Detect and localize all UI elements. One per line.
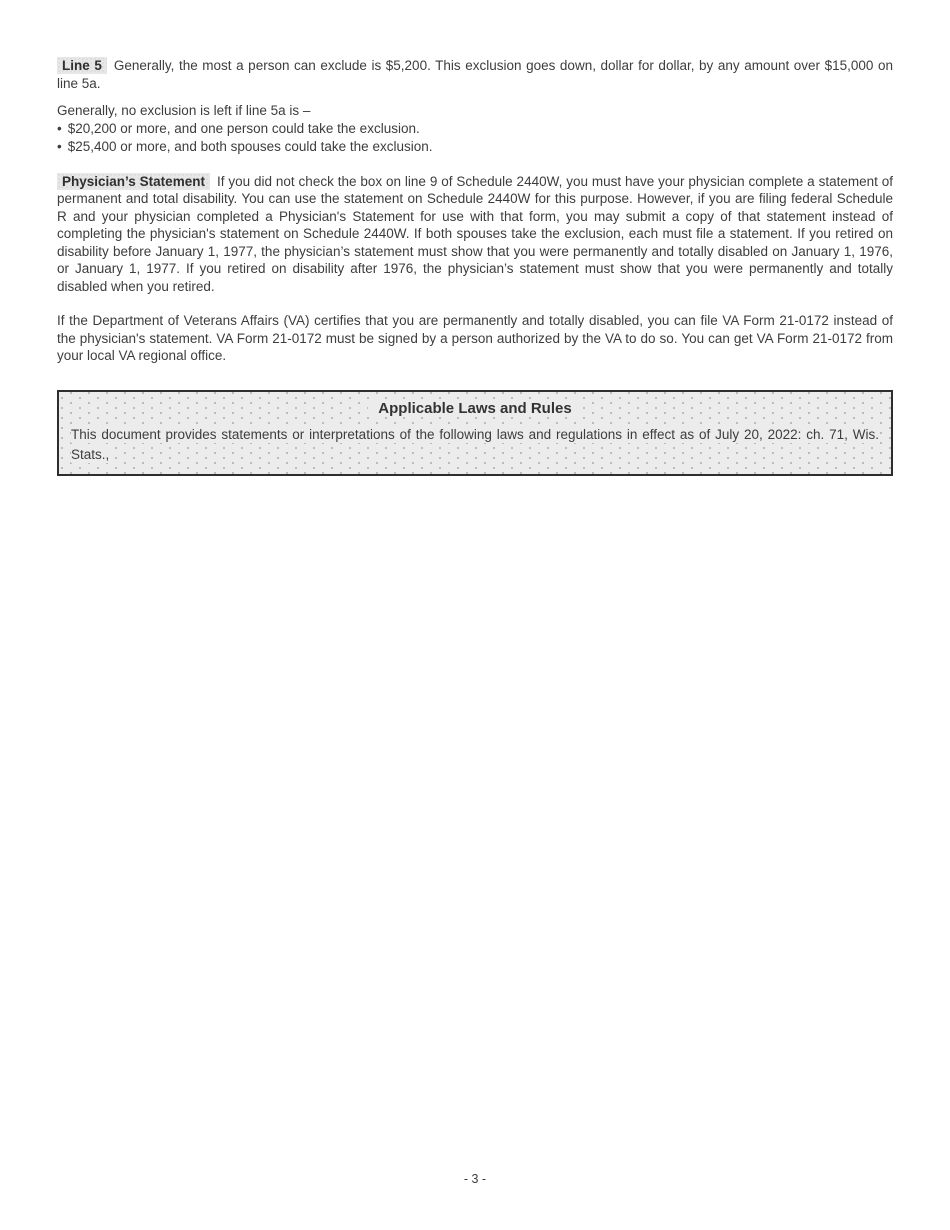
- line5-body-text: Generally, the most a person can exclude is $5,200. This exclusion goes down, dollar for dollar, by any amount over $15,000 on line 5a.: [57, 58, 894, 91]
- line5-heading: Line 5: [57, 57, 107, 74]
- page-number: - 3 -: [463, 1172, 487, 1186]
- exclusion-item-text: $25,400 or more, and both spouses could take the exclusion.: [67, 138, 433, 154]
- exclusion-item-text: $20,200 or more, and one person could take the exclusion.: [67, 120, 420, 136]
- line5-paragraph: [57, 57, 893, 92]
- exclusion-list-item: [57, 138, 893, 156]
- exclusion-list: [57, 102, 893, 156]
- applicable-laws-title: [71, 399, 879, 419]
- va-form-paragraph: If the Department of Veterans Affairs (VA) certifies that you are permanently and totally disabled, you can file VA Form 21-0172 instead of the physician's statement. VA Form 21-0172 must be signed by a person authorized by the VA to do so. You can get VA Form 21-0172 from your local VA regional office.: [57, 313, 893, 363]
- applicable-laws-title-text: Applicable Laws and Rules: [368, 400, 581, 417]
- applicable-laws-box: [57, 390, 893, 476]
- exclusion-list-intro: Generally, no exclusion is left if line 5a is –: [57, 103, 311, 118]
- bullet-icon: •: [57, 120, 62, 136]
- exclusion-list-item: [57, 120, 893, 138]
- bullet-icon: •: [57, 138, 62, 154]
- physician-statement-heading: Physician’s Statement: [57, 173, 210, 190]
- physician-statement-body-text: If you did not check the box on line 9 of Schedule 2440W, you must have your physician complete a statement of permanent and total disability. You can use the statement on Schedule 2440W for this purpose. However, if you are filing federal Schedule R and your physician completed a Physician's Statement for use with that form, you may submit a copy of that statement instead of completing the physician's statement on Schedule 2440W. If both spouses take the exclusion, each must file a statement. If you retired on disability before January 1, 1977, the physician’s statement must show that you were permanently and totally disabled on January 1, 1976, or January 1, 1977. If you retired on disability after 1976, the physician’s statement must show that you were permanently and totally disabled when you retired.: [57, 173, 893, 294]
- physician-statement-paragraph: [57, 173, 893, 296]
- applicable-laws-body-text: This document provides statements or interpretations of the following laws and regulations in effect as of July 20, 2022: ch. 71, Wis. Stats.,: [71, 426, 879, 462]
- applicable-laws-body: [71, 425, 879, 465]
